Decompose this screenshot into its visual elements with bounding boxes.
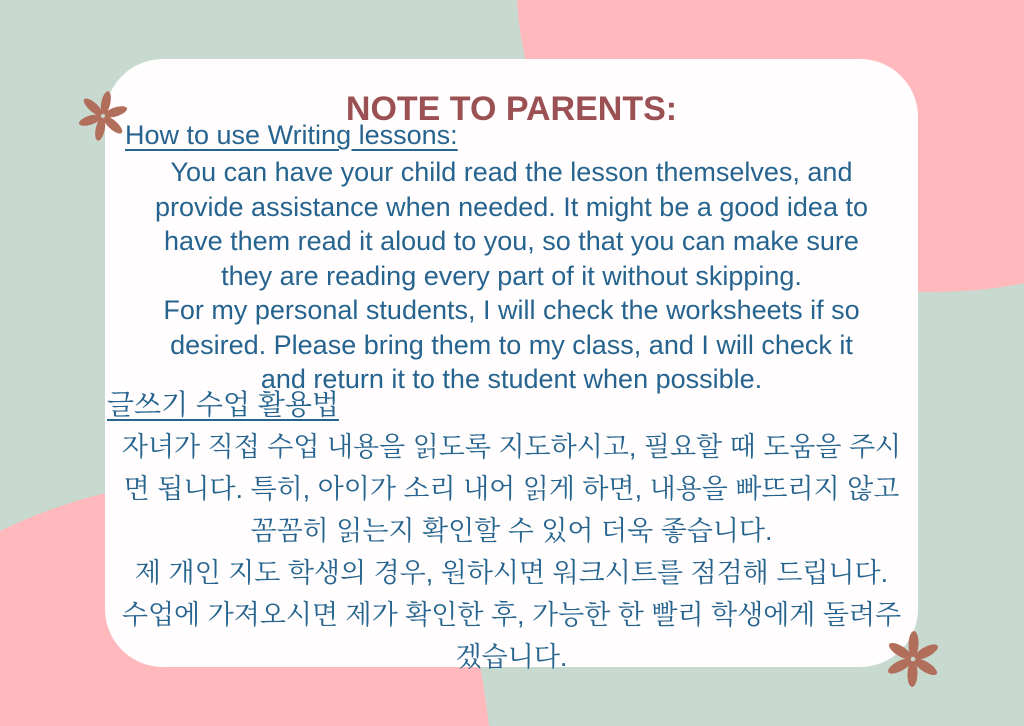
text-line: 겠습니다. xyxy=(455,642,568,672)
note-card xyxy=(105,59,918,672)
english-body-text xyxy=(105,155,918,397)
english-section-heading: How to use Writing lessons: xyxy=(125,120,458,150)
text-line: they are reading every part of it without skipping. xyxy=(221,260,802,291)
text-line: and return it to the student when possible. xyxy=(260,364,763,394)
page-title: NOTE TO PARENTS: xyxy=(345,89,678,128)
text-line: desired. Please bring them to my class, and I will check it xyxy=(170,329,853,360)
text-line: 면 됩니다. 특히, 아이가 소리 내어 읽게 하면, 내용을 빠뜨리지 않고 xyxy=(123,474,900,504)
text-line: 자녀가 직접 수업 내용을 읽도록 지도하시고, 필요할 때 도움을 주시 xyxy=(121,432,902,462)
text-line: 수업에 가져오시면 제가 확인한 후, 가능한 한 빨리 학생에게 돌려주 xyxy=(121,600,902,630)
asterisk-flower-icon xyxy=(883,629,943,689)
korean-body-text xyxy=(105,426,918,678)
korean-section-heading: 글쓰기 수업 활용법 xyxy=(107,389,339,420)
text-line: You can have your child read the lesson themselves, and xyxy=(170,157,853,187)
text-line: provide assistance when needed. It might be a good idea to xyxy=(155,191,868,222)
asterisk-flower-icon xyxy=(76,89,130,143)
text-line: 꼼꼼히 읽는지 확인할 수 있어 더욱 좋습니다. xyxy=(250,516,773,546)
text-line: have them read it aloud to you, so that you can make sure xyxy=(164,226,859,256)
text-line: For my personal students, I will check the worksheets if so xyxy=(163,295,860,325)
text-line: 제 개인 지도 학생의 경우, 원하시면 워크시트를 점검해 드립니다. xyxy=(134,558,889,588)
